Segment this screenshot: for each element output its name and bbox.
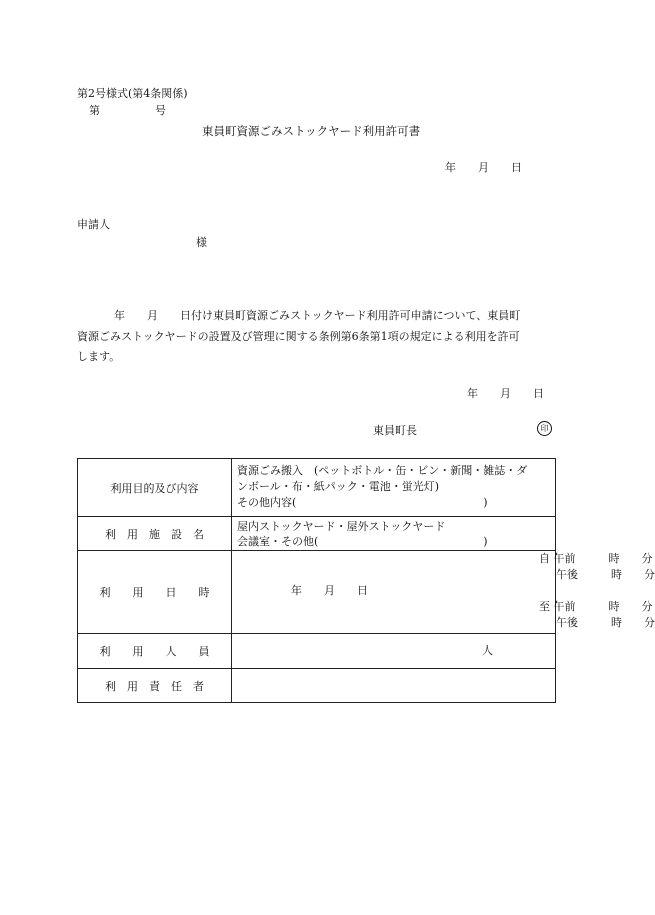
- responsible-cell: [232, 669, 556, 703]
- row-responsible: [78, 669, 556, 703]
- permit-table: [77, 458, 655, 703]
- facility-line-2: 会議室・その他( ): [237, 535, 488, 548]
- body-line-1: 年 月 日付け東員町資源ごみストックヤード利用許可申請について、東員町: [114, 309, 521, 322]
- purpose-line-2: ンボール・布・紙パック・電池・蛍光灯): [237, 480, 440, 493]
- purpose-line-1: 資源ごみ搬入 (ペットボトル・缶・ビン・新聞・雑誌・ダ: [237, 464, 528, 477]
- applicant-label: 申請人: [77, 218, 110, 231]
- document-number: 第 号: [89, 104, 166, 117]
- row-purpose: [78, 459, 556, 517]
- datetime-from-pm: 午後 時 分: [556, 568, 655, 581]
- row-persons: [78, 634, 556, 669]
- datetime-cell: [232, 551, 655, 634]
- facility-line-1: 屋内ストックヤード・屋外ストックヤード: [237, 520, 446, 533]
- datetime-to-pm: 午後 時 分: [556, 616, 655, 629]
- purpose-cell: [232, 459, 556, 517]
- row-facility: [78, 517, 556, 551]
- body-line-2: 資源ごみストックヤードの設置及び管理に関する条例第6条第1項の規定による利用を許可: [77, 330, 520, 343]
- datetime-label: 利 用 日 時: [78, 551, 232, 634]
- datetime-date: 年 月 日: [291, 584, 368, 597]
- row-datetime: [78, 551, 556, 634]
- purpose-label: 利用目的及び内容: [78, 459, 232, 517]
- persons-unit: 人: [482, 644, 493, 657]
- datetime-from-am: 自 午前 時 分: [539, 552, 653, 565]
- persons-cell: [232, 634, 556, 669]
- seal-mark: 印: [537, 421, 552, 436]
- datetime-to-am: 至 午前 時 分: [539, 600, 653, 613]
- issue-date-bottom: 年 月 日: [467, 387, 544, 400]
- responsible-label: 利 用 責 任 者: [78, 669, 232, 703]
- issue-date-top: 年 月 日: [445, 161, 522, 174]
- form-number: 第2号様式(第4条関係): [77, 87, 188, 100]
- issuer-title: 東員町長: [373, 424, 417, 437]
- body-line-3: します。: [77, 350, 121, 363]
- facility-label: 利 用 施 設 名: [78, 517, 232, 551]
- facility-cell: [232, 517, 556, 551]
- purpose-line-3: その他内容( ): [237, 496, 488, 509]
- persons-label: 利 用 人 員: [78, 634, 232, 669]
- applicant-honorific: 様: [196, 236, 207, 249]
- document-title: 東員町資源ごみストックヤード利用許可書: [202, 124, 421, 138]
